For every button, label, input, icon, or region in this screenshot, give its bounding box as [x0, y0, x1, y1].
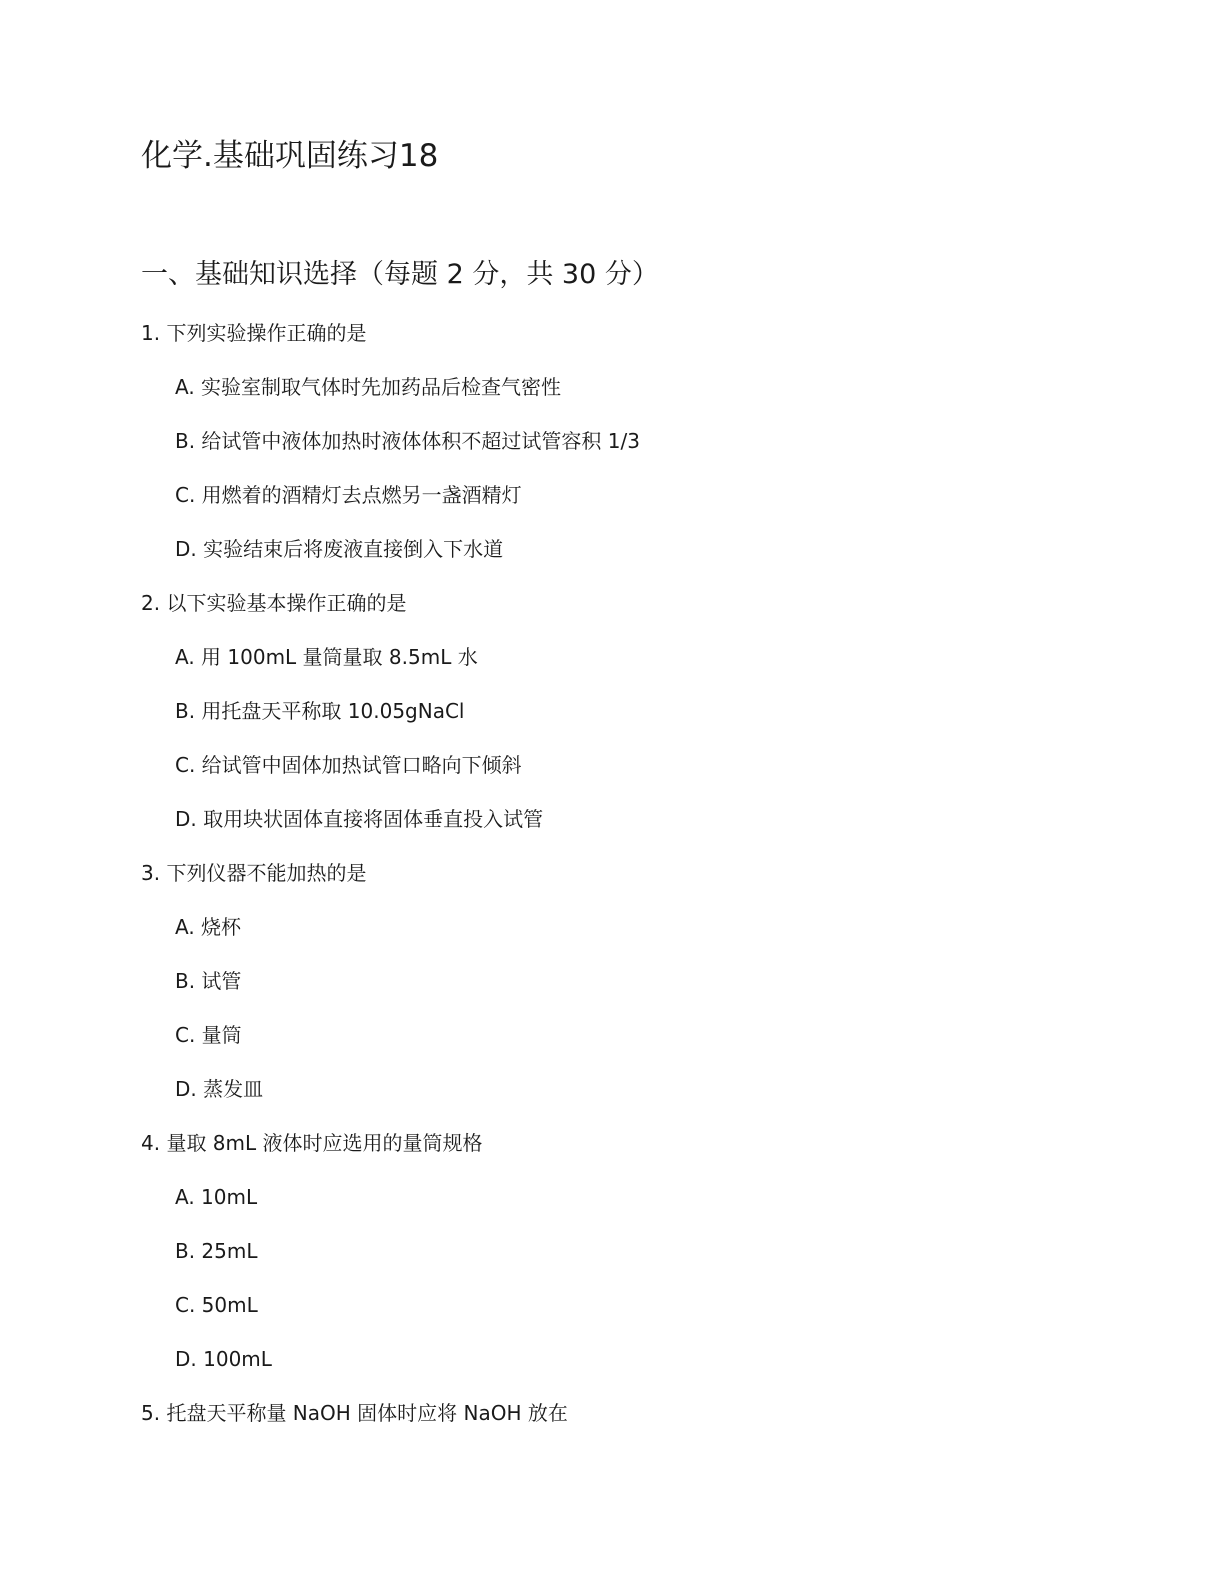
question-4-option-a: A. 10mL — [175, 1185, 258, 1209]
question-1-option-a: A. 实验室制取气体时先加药品后检查气密性 — [175, 375, 562, 399]
question-3-option-b: B. 试管 — [175, 969, 242, 993]
question-2-stem: 2. 以下实验基本操作正确的是 — [141, 591, 407, 615]
question-3-stem: 3. 下列仪器不能加热的是 — [141, 861, 367, 885]
question-1-option-b: B. 给试管中液体加热时液体体积不超过试管容积 1/3 — [175, 429, 640, 453]
question-1-option-c: C. 用燃着的酒精灯去点燃另一盏酒精灯 — [175, 483, 522, 507]
question-4-option-c: C. 50mL — [175, 1293, 258, 1317]
question-2-option-a: A. 用 100mL 量筒量取 8.5mL 水 — [175, 645, 478, 669]
question-3-option-d: D. 蒸发皿 — [175, 1077, 264, 1101]
question-4-option-b: B. 25mL — [175, 1239, 258, 1263]
question-3-option-c: C. 量筒 — [175, 1023, 242, 1047]
question-1-option-d: D. 实验结束后将废液直接倒入下水道 — [175, 537, 504, 561]
question-4-option-d: D. 100mL — [175, 1347, 272, 1371]
question-5-stem: 5. 托盘天平称量 NaOH 固体时应将 NaOH 放在 — [141, 1401, 568, 1425]
question-3-option-a: A. 烧杯 — [175, 915, 242, 939]
question-4-stem: 4. 量取 8mL 液体时应选用的量筒规格 — [141, 1131, 483, 1155]
question-2-option-c: C. 给试管中固体加热试管口略向下倾斜 — [175, 753, 522, 777]
question-2-option-b: B. 用托盘天平称取 10.05gNaCl — [175, 699, 465, 723]
question-1-stem: 1. 下列实验操作正确的是 — [141, 321, 367, 345]
question-2-option-d: D. 取用块状固体直接将固体垂直投入试管 — [175, 807, 544, 831]
document-title: 化学.基础巩固练习18 — [141, 138, 439, 174]
section-heading: 一、基础知识选择（每题 2 分，共 30 分） — [141, 259, 659, 290]
